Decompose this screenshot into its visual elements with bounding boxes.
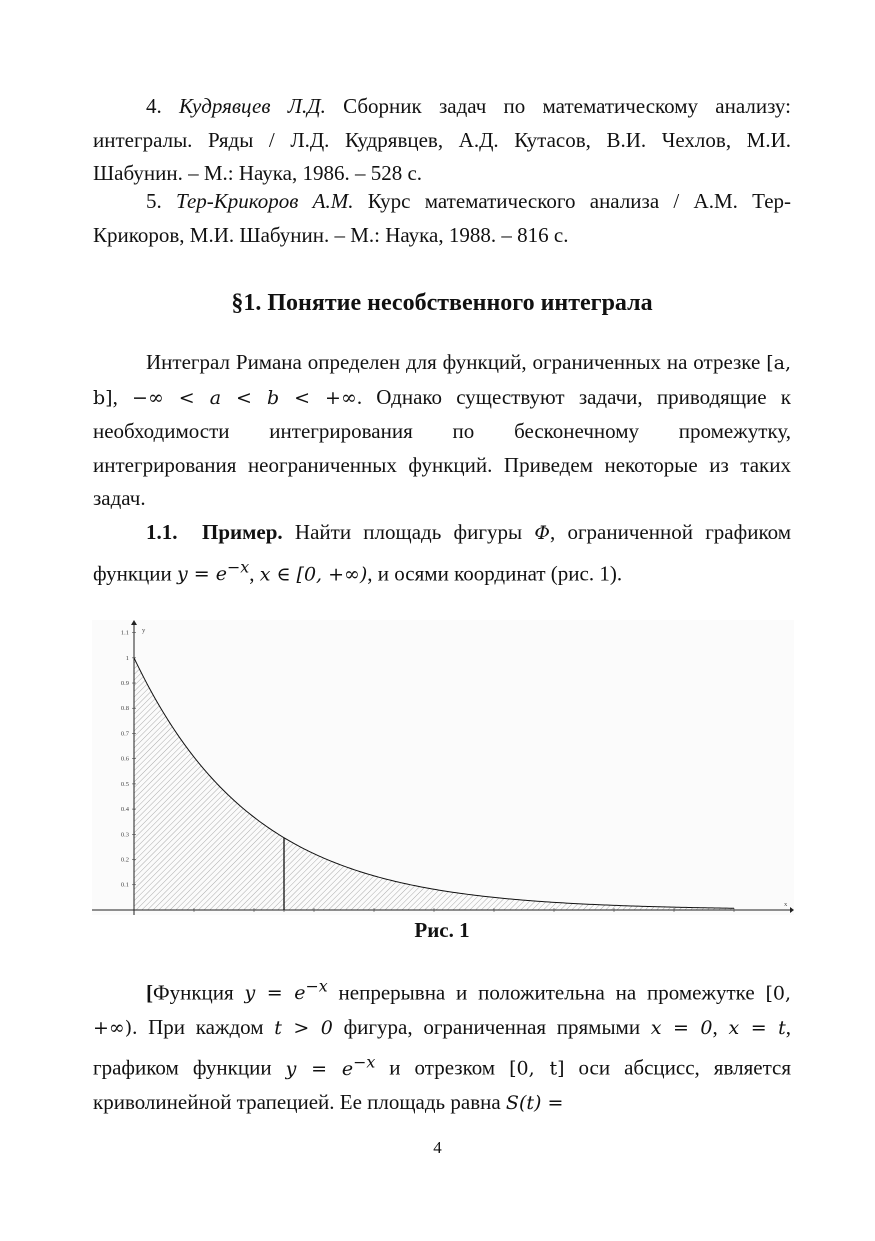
solution-function: $y = e^{-x}$ [244,977,328,1005]
x-tick-label [492,914,495,915]
intro-paragraph: Интеграл Римана определен для функций, ограниченных на отрезке [a, b], −∞ < a < b < +∞. Однако существуют задачи, приводящие к необходимости интегрирования по бесконечному промежутку, интегрирования неограниченных функций. Приведем некоторые из таких задач. [93,350,791,510]
y-tick-label: 0.4 [120,806,129,814]
reference-4-author: Кудрявцев Л.Д. [179,94,326,118]
y-tick-label: 0.7 [120,730,129,738]
page-number: 4 [433,1138,442,1157]
reference-5: 5. Тер-Крикоров А.М. Курс математического анализа / А.М. Тер-Крикоров, М.И. Шабунин. – М.: Наука, 1988. – 816 с. [93,189,792,247]
section-title: §1. Понятие несобственного интеграла [231,290,653,316]
reference-5-author: Тер-Крикоров А.М. [176,189,354,213]
x-tick-label [310,914,318,915]
y-tick-label: 0.9 [120,680,129,688]
condition: t > 0 [274,1016,333,1039]
x-tick-label [670,914,678,915]
y-tick-label: 0.2 [120,856,129,864]
x-tick-label [252,914,255,915]
domain-formula: x ∈ [0, +∞) [259,562,368,585]
y-tick-label: 0.1 [120,881,129,889]
solution-function-2: $y = e^{-x}$ [285,1052,376,1080]
x-tick-label [372,914,375,915]
y-tick-label: 0.8 [120,705,129,713]
line-xt: x = t [728,1016,786,1039]
exponential-area-chart [92,620,794,915]
x-tick-label [732,914,735,915]
y-tick-label: 1.1 [120,629,129,637]
area-formula: S(t) = [505,1092,564,1115]
x-tick-label [190,914,198,915]
function-formula: $y = e^{-x}$ [177,557,250,585]
reference-4: 4. Кудрявцев Л.Д. Сборник задач по математическому анализу: интегралы. Ряды / Л.Д. Кудрявцев, А.Д. Кутасов, В.И. Чехлов, М.И. Шабунин. – М.: Наука, 1986. – 528 с. [93,94,791,185]
segment: [0, t] [509,1057,565,1080]
inequality: −∞ < a < b < +∞ [132,386,357,409]
x-tick-label [550,914,558,915]
y-tick-label: 0.5 [120,780,129,788]
solution-paragraph: [Функция $y = e^{-x}$ непрерывна и положительна на промежутке [0, +∞). При каждом t > 0 фигура, ограниченная прямыми x = 0, x = t, графиком функции $y = e^{-x}$ и отрезком [0, t] оси абсцисс, является криволинейной трапецией. Ее площадь равна S(t) = [93,977,791,1115]
y-tick-label: 0.3 [120,831,129,839]
phi-symbol: Φ [534,522,550,544]
y-tick-label: 0.6 [120,755,129,763]
solution-interval: [0, +∞) [93,982,791,1039]
x-tick-label [430,914,438,915]
line-x0: x = 0 [650,1016,713,1039]
x-axis-label: x [784,900,788,908]
example-paragraph: 1.1. Пример. Найти площадь фигуры Φ, ограниченной графиком функции $y = e^{-x}$, x ∈ [0, +∞), и осями координат (рис. 1). [93,520,791,585]
figure-caption: Рис. 1 [414,918,470,942]
y-tick-label: 1 [125,654,129,662]
example-label: Пример. [202,520,283,544]
example-number: 1.1. [146,520,178,544]
y-axis-label: y [142,627,146,634]
x-tick-label [283,914,285,915]
interval-ab: [a, b] [93,352,791,409]
